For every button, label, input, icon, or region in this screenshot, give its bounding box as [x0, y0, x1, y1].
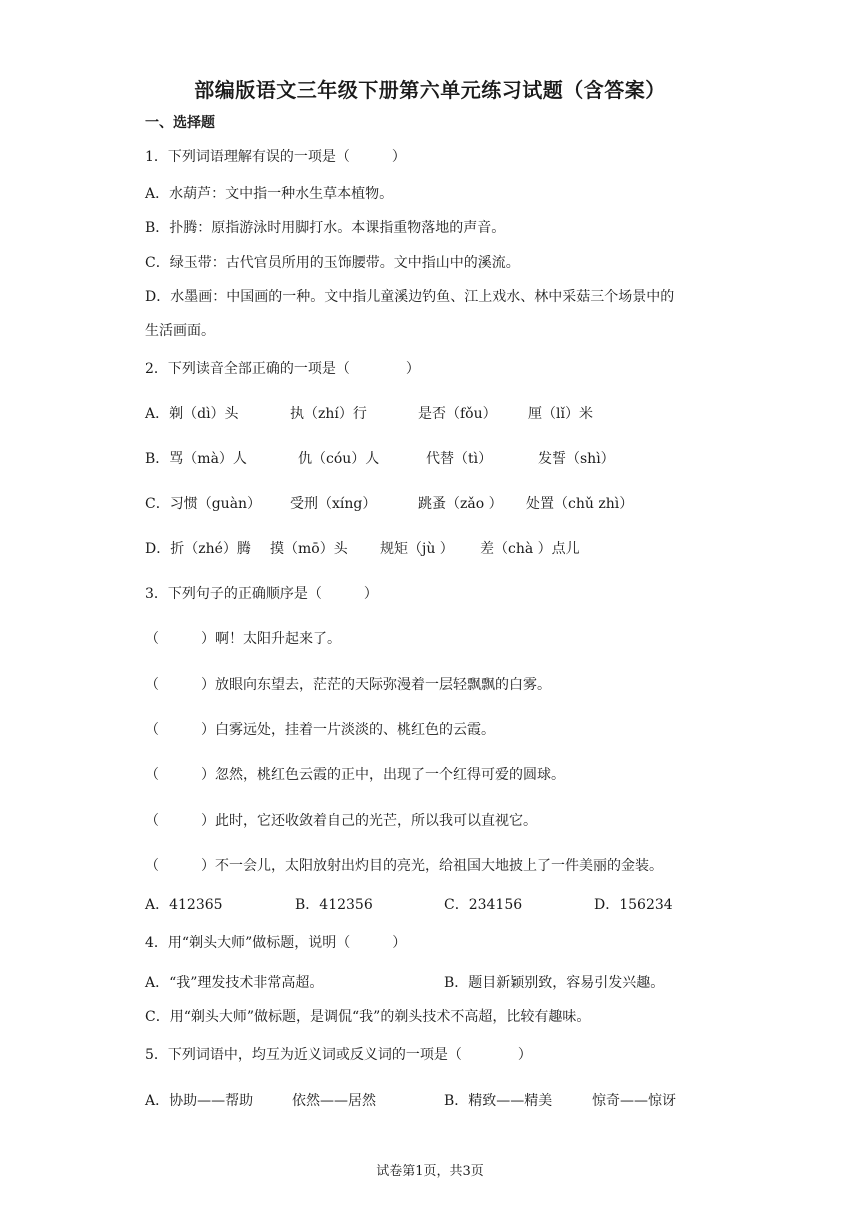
q3-sentence: （ ）白雾远处，挂着一片淡淡的、桃红色的云霞。: [145, 722, 495, 738]
q2-a-4: 厘（lǐ）米: [528, 406, 593, 422]
q2-c-2: 受刑（xíng）: [290, 496, 377, 512]
q2-b-2: 仇（cóu）人: [298, 451, 380, 467]
q2-stem: 2．下列读音全部正确的一项是（ ）: [145, 361, 420, 377]
q3-stem: 3．下列句子的正确顺序是（ ）: [145, 586, 378, 602]
page-footer: 试卷第1页，共3页: [376, 1164, 484, 1179]
q2-c-4: 处置（chǔ zhì）: [526, 496, 634, 512]
q2-a-1: A．剃（dì）头: [145, 406, 239, 422]
q2-c-1: C．习惯（guàn）: [145, 496, 262, 512]
q1-option-b: B．扑腾：原指游泳时用脚打水。本课指重物落地的声音。: [145, 220, 506, 236]
q2-c-3: 跳蚤（zǎo ）: [418, 496, 503, 512]
q2-d-4: 差（chà ）点儿: [480, 541, 580, 557]
q3-option-b: B．412356: [295, 897, 373, 913]
q2-a-2: 执（zhí）行: [290, 406, 367, 422]
q3-sentence: （ ）此时，它还收敛着自己的光芒，所以我可以直视它。: [145, 813, 537, 829]
page-title: 部编版语文三年级下册第六单元练习试题（含答案）: [194, 78, 666, 102]
q4-option-b: B．题目新颖别致，容易引发兴趣。: [444, 975, 665, 991]
section-heading: 一、选择题: [145, 115, 215, 131]
q2-b-4: 发誓（shì）: [538, 451, 615, 467]
q4-option-c: C．用“剃头大师”做标题，是调侃“我”的剃头技术不高超，比较有趣味。: [145, 1009, 591, 1025]
q3-sentence: （ ）忽然，桃红色云霞的正中，出现了一个红得可爱的圆球。: [145, 767, 565, 783]
q2-b-3: 代替（tì）: [426, 451, 493, 467]
q5-stem: 5．下列词语中，均互为近义词或反义词的一项是（ ）: [145, 1047, 532, 1063]
q5-option-a-2: 依然——居然: [292, 1093, 376, 1109]
q3-option-c: C．234156: [444, 897, 523, 913]
q2-a-3: 是否（fǒu）: [418, 406, 497, 422]
q5-option-b-1: B．精致——精美: [444, 1093, 553, 1109]
q4-stem: 4．用“剃头大师”做标题，说明（ ）: [145, 935, 407, 951]
q4-option-a: A．“我”理发技术非常高超。: [145, 975, 324, 991]
q1-option-a: A．水葫芦：文中指一种水生草本植物。: [145, 186, 394, 202]
q1-stem: 1．下列词语理解有误的一项是（ ）: [145, 149, 406, 165]
q3-option-a: A．412365: [145, 897, 223, 913]
q5-option-b-2: 惊奇——惊讶: [592, 1093, 676, 1109]
q1-option-d-cont: 生活画面。: [145, 323, 215, 339]
q3-sentence: （ ）啊！太阳升起来了。: [145, 631, 341, 647]
q5-option-a-1: A．协助——帮助: [145, 1093, 254, 1109]
q3-sentence: （ ）不一会儿，太阳放射出灼目的亮光，给祖国大地披上了一件美丽的金装。: [145, 858, 663, 874]
q2-d-1: D．折（zhé）腾: [145, 541, 251, 557]
q2-d-2: 摸（mō）头: [270, 541, 348, 557]
q3-option-d: D．156234: [594, 897, 673, 913]
q3-sentence: （ ）放眼向东望去，茫茫的天际弥漫着一层轻飘飘的白雾。: [145, 677, 551, 693]
q1-option-c: C．绿玉带：古代官员所用的玉饰腰带。文中指山中的溪流。: [145, 255, 520, 271]
q1-option-d: D．水墨画：中国画的一种。文中指儿童溪边钓鱼、江上戏水、林中采菇三个场景中的: [145, 289, 675, 305]
q2-d-3: 规矩（jù ）: [380, 541, 454, 557]
q2-b-1: B．骂（mà）人: [145, 451, 247, 467]
